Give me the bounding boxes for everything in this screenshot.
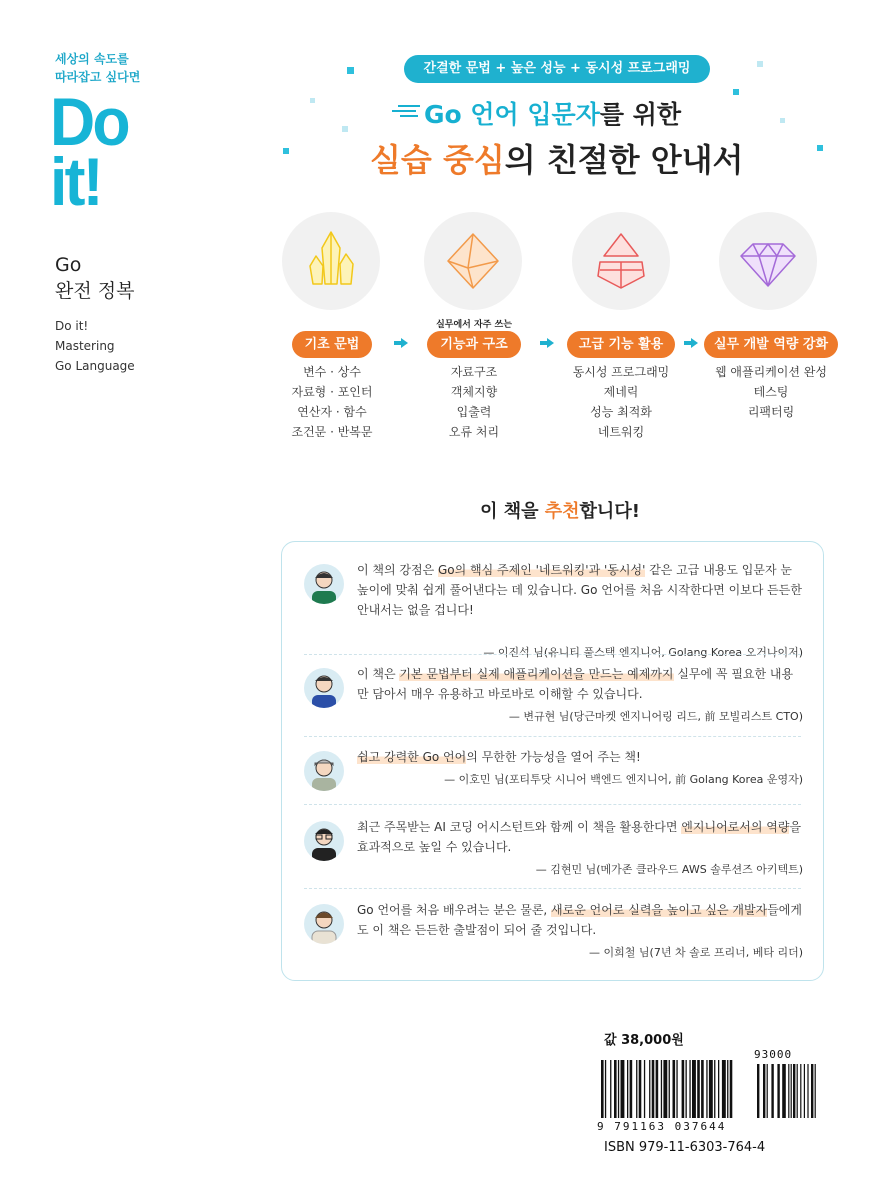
topic-item: 제네릭 xyxy=(603,385,639,399)
review-author: — 변규현 님(당근마켓 엔지니어링 리드, 前 모빌리스트 CTO) xyxy=(508,710,803,723)
recommend-title xyxy=(440,497,680,523)
avatar xyxy=(304,564,344,604)
avatar xyxy=(304,821,344,861)
topics-practical xyxy=(698,362,844,422)
barcode-bar xyxy=(730,1060,733,1118)
barcode-addon-bar xyxy=(791,1064,792,1118)
topics-structure xyxy=(414,362,534,442)
speed-lines-icon xyxy=(392,104,422,118)
topic-item: 연산자 · 함수 xyxy=(297,405,367,419)
barcode-bar xyxy=(614,1060,617,1118)
subtitle-line-2: Mastering xyxy=(55,339,115,353)
barcode-bar xyxy=(605,1060,606,1118)
barcode-addon-bar xyxy=(788,1064,789,1118)
divider xyxy=(304,888,801,889)
barcode-addon-bar xyxy=(807,1064,808,1118)
series-tagline xyxy=(55,50,165,86)
barcode-bar xyxy=(627,1060,628,1118)
arrow-right-icon xyxy=(401,338,408,348)
review-text-pre: 최근 주목받는 AI 코딩 어시스턴트와 함께 이 책을 활용한다면 xyxy=(357,820,682,834)
barcode-bar xyxy=(661,1060,662,1118)
step-pill-practical: 실무 개발 역량 강화 xyxy=(704,331,838,358)
recommend-box xyxy=(281,541,824,981)
review-author: — 이진석 님(유니티 풀스택 엔지니어, Golang Korea 오거나이저) xyxy=(483,646,803,659)
topic-item: 동시성 프로그래밍 xyxy=(572,365,670,379)
barcode-bar xyxy=(639,1060,642,1118)
book-title xyxy=(55,252,134,304)
barcode-bar xyxy=(686,1060,687,1118)
headline-rest-1: 를 위한 xyxy=(599,100,682,129)
barcode-bar xyxy=(610,1060,611,1118)
gem-cut-icon xyxy=(572,212,670,310)
topics-basics xyxy=(272,362,392,442)
barcode-addon-bar xyxy=(797,1064,798,1118)
topics-advanced xyxy=(556,362,686,442)
review-text-post: 의 무한한 가능성을 열어 주는 책! xyxy=(466,750,641,764)
headline-line-1 xyxy=(424,98,824,132)
barcode-addon-bar xyxy=(777,1064,779,1118)
barcode-addon-bar xyxy=(757,1064,759,1118)
barcode-image xyxy=(597,1060,817,1122)
barcode-bar xyxy=(621,1060,625,1118)
divider xyxy=(304,654,801,655)
review-text xyxy=(357,900,803,940)
barcode-addon-bar xyxy=(782,1064,786,1118)
topic-item: 오류 처리 xyxy=(448,425,500,439)
barcode-addon-bar xyxy=(800,1064,801,1118)
barcode-bar xyxy=(601,1060,604,1118)
logo-line-2: it! xyxy=(50,144,101,220)
headline-highlight-blue: Go 언어 입문자 xyxy=(424,100,600,129)
barcode-bar xyxy=(722,1060,726,1118)
barcode-bar xyxy=(652,1060,655,1118)
barcode-bar xyxy=(649,1060,650,1118)
barcode-bar xyxy=(618,1060,619,1118)
book-subtitle xyxy=(55,316,135,376)
gem-octahedron-icon xyxy=(424,212,522,310)
topic-item: 조건문 · 반복문 xyxy=(291,425,373,439)
review-text-post: 같은 고급 내용도 입문자 눈높이에 맞춰 쉽게 풀어낸다는 데 있습니다. Go 언어를 처음 시작한다면 이보다 든든한 안내서는 없을 겁니다! xyxy=(357,563,802,617)
barcode-bar xyxy=(689,1060,690,1118)
gem-diamond-icon xyxy=(719,212,817,310)
recommend-title-highlight: 추천 xyxy=(544,501,580,522)
topic-item: 입출력 xyxy=(456,405,492,419)
topic-item: 자료구조 xyxy=(450,365,498,379)
headline-line-2 xyxy=(370,140,770,180)
topic-item: 리팩터링 xyxy=(747,405,795,419)
barcode-bar xyxy=(709,1060,713,1118)
review-text-post: 들에게도 이 책은 든든한 출발점이 되어 줄 것입니다. xyxy=(357,903,802,937)
divider xyxy=(304,736,801,737)
barcode-number: 9 791163 037644 xyxy=(597,1120,727,1133)
topic-item: 웹 애플리케이션 완성 xyxy=(715,365,827,379)
barcode-bar xyxy=(701,1060,704,1118)
topic-item: 변수 · 상수 xyxy=(303,365,361,379)
review-text-post: 을 효과적으로 높일 수 있습니다. xyxy=(357,820,802,854)
barcode-bar xyxy=(644,1060,645,1118)
barcode-bar xyxy=(676,1060,677,1118)
divider xyxy=(304,804,801,805)
barcode-bar xyxy=(673,1060,676,1118)
barcode-bar xyxy=(682,1060,685,1118)
review-highlight: 쉽고 강력한 Go 언어 xyxy=(357,750,467,764)
review-highlight: 새로운 언어로 실력을 높이고 싶은 개발자 xyxy=(551,903,768,917)
barcode-bar xyxy=(697,1060,700,1118)
topic-item: 자료형 · 포인터 xyxy=(291,385,373,399)
step-note: 실무에서 자주 쓰는 xyxy=(436,320,512,330)
review-text-post: 실무에 꼭 필요한 내용만 담아서 매우 유용하고 바로바로 이해할 수 있습니다. xyxy=(357,667,794,701)
isbn: ISBN 979-11-6303-764-4 xyxy=(604,1140,766,1155)
arrow-right-icon xyxy=(547,338,554,348)
review-text-pre: 이 책은 xyxy=(357,667,400,681)
review-author: — 김현민 님(메가존 클라우드 AWS 솔루션즈 아키텍트) xyxy=(535,863,803,876)
barcode-addon-number: 93000 xyxy=(754,1048,793,1061)
barcode-bar xyxy=(718,1060,719,1118)
step-pill-structure: 기능과 구조 xyxy=(427,331,521,358)
book-title-line-2: 완전 정복 xyxy=(55,280,135,302)
price: 값 38,000원 xyxy=(604,1033,684,1048)
avatar xyxy=(304,668,344,708)
review-author: — 이희철 님(7년 차 솔로 프리너, 베타 리더) xyxy=(589,946,803,959)
recommend-title-b: 합니다! xyxy=(579,501,640,522)
review-text xyxy=(357,560,803,620)
barcode-bar xyxy=(630,1060,633,1118)
review-text xyxy=(357,747,803,767)
barcode-bar xyxy=(636,1060,637,1118)
tagline-line-2: 따라잡고 싶다면 xyxy=(55,70,141,84)
review-text xyxy=(357,817,803,857)
review-highlight: 엔지니어로서의 역량 xyxy=(681,820,790,834)
logo-line-1: Do xyxy=(50,84,128,160)
barcode-addon-bar xyxy=(804,1064,805,1118)
barcode-addon-bar xyxy=(767,1064,768,1118)
topic-item: 테스팅 xyxy=(753,385,789,399)
barcode-bar xyxy=(663,1060,667,1118)
review-text-pre: 이 책의 강점은 xyxy=(357,563,438,577)
barcode-bar xyxy=(714,1060,715,1118)
avatar xyxy=(304,904,344,944)
book-title-line-1: Go xyxy=(55,254,82,276)
review-highlight: Go의 핵심 주제인 '네트워킹'과 '동시성' xyxy=(438,563,646,577)
subtitle-line-3: Go Language xyxy=(55,359,135,373)
barcode-bar xyxy=(669,1060,670,1118)
doit-logo xyxy=(50,84,128,220)
recommend-title-a: 이 책을 xyxy=(480,501,545,522)
step-pill-advanced: 고급 기능 활용 xyxy=(567,331,675,358)
barcode-addon-bar xyxy=(793,1064,795,1118)
barcode-bar xyxy=(706,1060,707,1118)
subtitle-line-1: Do it! xyxy=(55,319,89,333)
step-pill-basics: 기초 문법 xyxy=(292,331,372,358)
topic-item: 객체지향 xyxy=(450,385,498,399)
feature-pill: 간결한 문법 + 높은 성능 + 동시성 프로그래밍 xyxy=(404,55,710,83)
barcode-bar xyxy=(727,1060,728,1118)
topic-item: 네트워킹 xyxy=(597,425,645,439)
topic-item: 성능 최적화 xyxy=(590,405,652,419)
arrow-right-icon xyxy=(691,338,698,348)
gem-crystal-icon xyxy=(282,212,380,310)
barcode-bar xyxy=(656,1060,659,1118)
avatar xyxy=(304,751,344,791)
tagline-line-1: 세상의 속도를 xyxy=(55,52,129,66)
review-text xyxy=(357,664,803,704)
barcode-addon-bar xyxy=(811,1064,813,1118)
review-highlight: 기본 문법부터 실제 애플리케이션을 만드는 예제까지 xyxy=(399,667,674,681)
barcode-addon-bar xyxy=(771,1064,773,1118)
barcode-addon-bar xyxy=(763,1064,765,1118)
review-text-pre: Go 언어를 처음 배우려는 분은 물론, xyxy=(357,903,552,917)
review-author: — 이호민 님(포티투닷 시니어 백엔드 엔지니어, 前 Golang Korea 운영자) xyxy=(444,773,803,786)
barcode-addon-bar xyxy=(815,1064,816,1118)
barcode-bar xyxy=(692,1060,696,1118)
headline-rest-2: 의 친절한 안내서 xyxy=(504,141,744,179)
headline-highlight-orange: 실습 중심 xyxy=(370,141,505,179)
